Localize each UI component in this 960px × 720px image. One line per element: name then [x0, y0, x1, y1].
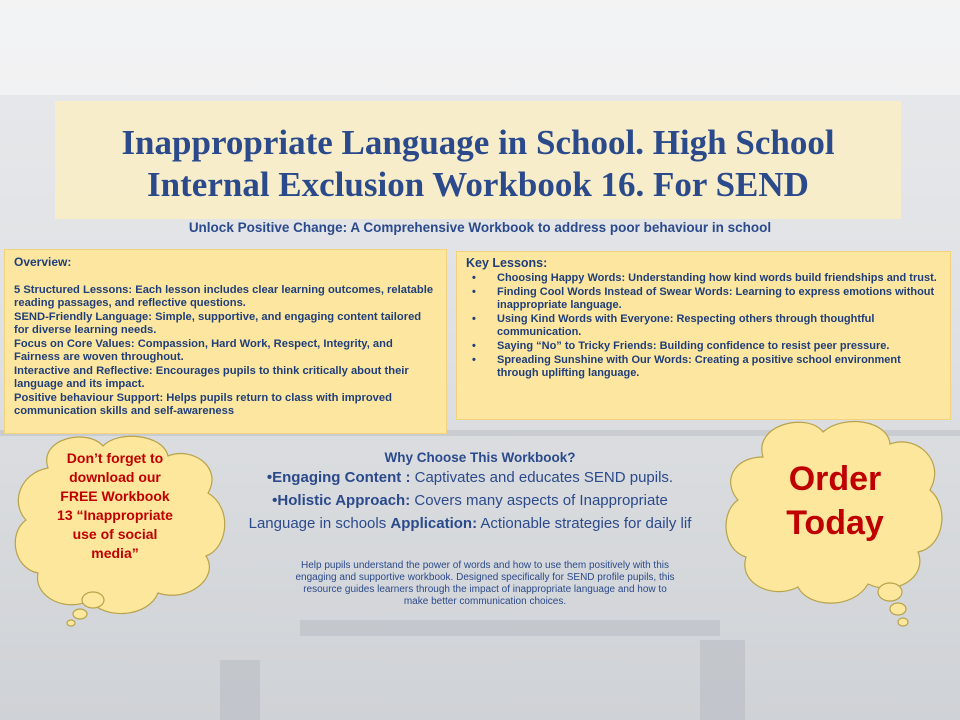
- order-label: Order: [788, 460, 882, 498]
- key-lessons-list: [466, 272, 941, 380]
- title-line-1: Inappropriate Language in School. High School: [121, 123, 835, 162]
- blurb-line: resource guides learners through the impact of inappropriate language and how to: [303, 584, 667, 595]
- order-today-button[interactable]: [760, 457, 910, 545]
- key-lessons-card: [456, 251, 951, 420]
- overview-heading: Overview:: [14, 255, 72, 269]
- page-title: [55, 122, 901, 206]
- subtitle: Unlock Positive Change: A Comprehensive Workbook to address poor behaviour in school: [188, 220, 772, 235]
- note-line: 13 “Inappropriate: [57, 507, 173, 523]
- list-item: • Spreading Sunshine with Our Words: Creating a positive school environment through uplifting language.: [466, 354, 941, 380]
- why-line-2: [210, 492, 730, 509]
- note-line: download our: [69, 469, 161, 485]
- note-line: FREE Workbook: [60, 488, 170, 504]
- why-text: Captivates and educates SEND pupils.: [410, 469, 674, 486]
- chair-shape: [700, 640, 745, 720]
- overview-paragraph: Focus on Core Values: Compassion, Hard Work, Respect, Integrity, and Fairness are woven throughout.: [14, 337, 393, 363]
- note-line: media”: [91, 545, 139, 561]
- list-item: • Using Kind Words with Everyone: Respecting others through thoughtful communication.: [466, 313, 941, 339]
- note-line: Don’t forget to: [66, 450, 164, 466]
- overview-paragraph: SEND-Friendly Language: Simple, supportive, and engaging content tailored for diverse learning needs.: [14, 310, 422, 336]
- why-bold: •Engaging Content :: [266, 469, 411, 486]
- list-item: • Choosing Happy Words: Understanding how kind words build friendships and trust.: [466, 272, 941, 285]
- blurb-line: engaging and supportive workbook. Designed specifically for SEND profile pupils, this: [295, 572, 675, 583]
- why-text: Covers many aspects of Inappropriate: [410, 492, 668, 509]
- today-label: Today: [786, 504, 884, 542]
- desk-shape: [300, 620, 720, 636]
- overview-paragraph: 5 Structured Lessons: Each lesson includes clear learning outcomes, relatable reading passages, and reflective questions.: [14, 283, 434, 309]
- overview-paragraph: Positive behaviour Support: Helps pupils return to class with improved communication skills and self-awareness: [14, 391, 392, 417]
- why-line-3: [210, 515, 730, 532]
- why-bold: Application:: [390, 515, 478, 532]
- why-line-1: [210, 469, 730, 486]
- why-text: Actionable strategies for daily lif: [477, 515, 692, 532]
- overview-paragraph: Interactive and Reflective: Encourages pupils to think critically about their language and its impact.: [14, 364, 409, 390]
- title-line-2: Internal Exclusion Workbook 16. For SEND: [147, 165, 809, 204]
- why-bold: •Holistic Approach:: [272, 492, 411, 509]
- list-item: • Saying “No” to Tricky Friends: Building confidence to resist peer pressure.: [466, 340, 941, 353]
- why-text: Language in schools: [248, 515, 391, 532]
- free-workbook-note: [35, 449, 195, 563]
- chair-shape: [220, 660, 260, 720]
- key-lessons-heading: Key Lessons:: [466, 256, 548, 270]
- blurb-line: make better communication choices.: [403, 596, 567, 607]
- list-item: • Finding Cool Words Instead of Swear Words: Learning to express emotions without inappropriate language.: [466, 286, 941, 312]
- blurb-line: Help pupils understand the power of words and how to use them positively with this: [301, 560, 669, 571]
- description-blurb: [255, 560, 715, 608]
- note-line: use of social: [72, 526, 158, 542]
- overview-card: [4, 249, 447, 434]
- ceiling: [0, 0, 960, 95]
- why-heading: Why Choose This Workbook?: [384, 450, 576, 465]
